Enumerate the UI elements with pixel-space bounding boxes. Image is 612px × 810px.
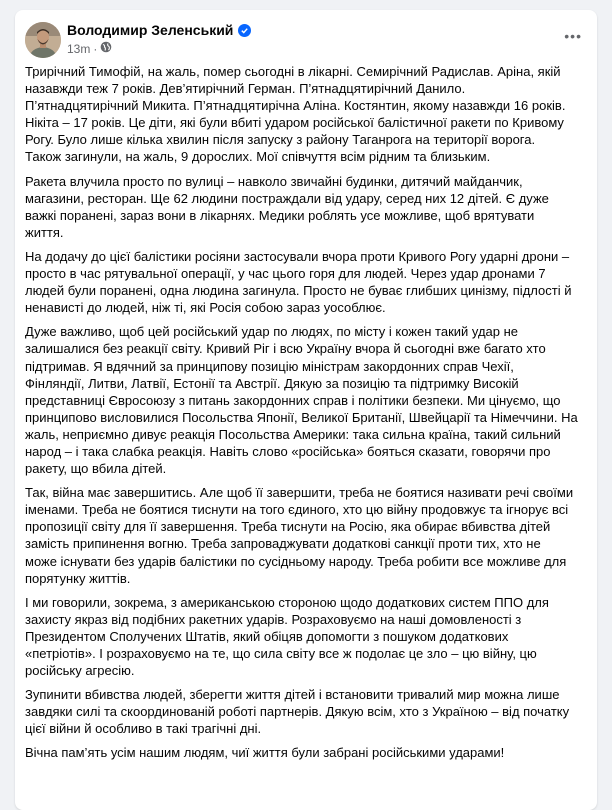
post-meta <box>67 41 112 56</box>
post-paragraph <box>25 686 578 737</box>
post-paragraph <box>25 594 578 679</box>
post-text-line: Нікіта – 17 років. Це діти, які були вбиті ударом російської балістичної ракети по Кривому <box>25 115 564 131</box>
post-text-line: російську агресію. <box>25 663 135 679</box>
author-name[interactable]: Володимир Зеленський <box>67 22 234 38</box>
post-paragraph <box>25 323 578 477</box>
more-options-button[interactable]: ••• <box>564 28 582 44</box>
post-text-line: ракету, що вбила дітей. <box>25 461 167 477</box>
post-text-line: Трирічний Тимофій, на жаль, помер сьогодні в лікарні. Семирічний Радислав. Аріна, якій <box>25 64 561 79</box>
post-text-line: Фінляндії, Литви, Латвії, Естонії та Австрії. Дякую за позицію та підтримку Високій <box>25 375 519 391</box>
post-text-line: На додачу до цієї балістики росіяни застосували вчора проти Кривого Рогу ударні дрони – <box>25 248 570 264</box>
post-text-line: людей були поранені, одна людина загинула. Просто не буває глибших цинізму, підлості й <box>25 283 572 299</box>
post-paragraph <box>25 63 578 166</box>
post-text-line: принципово висловилися Посольства Японії, Великої Британії, Швейцарії та Німеччини. На <box>25 409 578 425</box>
post-text-line: Також загинули, на жаль, 9 дорослих. Мої співчуття всім рідним та близьким. <box>25 149 491 165</box>
post-text-line: Ракета влучила просто по вулиці – навколо звичайні будинки, дитячий майданчик, <box>25 173 523 189</box>
post-text-line: жаль, неприємно дивує реакція Посольства Америки: така сильна країна, такий сильний <box>25 426 561 442</box>
post-text-line: залишалися без реакції світу. Кривий Ріг і всю Україну вчора й сьогодні вже багато хто <box>25 341 546 357</box>
post-text-line: замість припинення вогню. Треба запроваджувати додаткові санкції проти тих, хто не <box>25 536 541 552</box>
post-text-line: життя. <box>25 224 64 240</box>
post-text-line: може існувати без ударів балістики по сусідньому народу. Треба робити все можливе для <box>25 553 567 569</box>
post-paragraph <box>25 248 578 316</box>
post-text-line: пропозиції світу для її завершення. Треба тиснути на Росію, яка обирає вбивства дітей <box>25 519 551 535</box>
post-text-line: підтримав. Я вдячний за принципову позицію міністрам закордонних справ Чехії, <box>25 358 514 374</box>
post-text-line: цієї війни й особливо в такі трагічні дні. <box>25 721 262 737</box>
post-card <box>15 10 597 810</box>
separator-dot: · <box>93 41 98 56</box>
post-text-line: захисту якраз від подібних ракетних ударів. Розраховуємо на наші домовленості з <box>25 611 522 627</box>
verified-badge-icon <box>238 24 251 37</box>
post-text-line: Зупинити вбивства людей, зберегти життя дітей і встановити тривалий мир можна лише <box>25 687 560 703</box>
post-paragraph <box>25 173 578 241</box>
post-text-line: Рогу. Було лише кілька хвилин після запуску з району Таганрога на території ворога. <box>25 132 536 148</box>
post-text-line: «петріотів». І розраховуємо на те, що сила світу все ж подолає це зло – цю війну, цю <box>25 646 537 661</box>
author-name-row <box>67 22 251 39</box>
post-text-line: Дуже важливо, щоб цей російський удар по людях, по місту і кожен такий удар не <box>25 324 519 340</box>
post-text-line: народ – і така слабка реакція. Навіть слово «російська» бояться сказати, говорячи про <box>25 443 551 459</box>
post-time[interactable]: 13m <box>67 41 91 56</box>
post-text-line: представниці Євросоюзу з питань закордонних справ і політики безпеки. Ми цінуємо, що <box>25 392 561 408</box>
post-text-line: назавжди теж 7 років. Дев’ятирічний Герман. П’ятнадцятирічний Данило. <box>25 81 466 97</box>
post-text-line: І ми говорили, зокрема, з американською стороною щодо додаткових систем ППО для <box>25 594 549 610</box>
post-text-line: іменами. Треба не боятися тиснути на того єдиного, хто цю війну продовжує та ігнорує всі <box>25 502 569 518</box>
post-text-line: ненависті до людей, ніж ті, які Росія собою зараз уособлює. <box>25 300 386 316</box>
post-text-line: просто в час рятувальної операції, у час цього горя для людей. Через удар дронами 7 <box>25 266 546 282</box>
post-text-line: Вічна пам’ять усім нашим людям, чиї життя були забрані російськими ударами! <box>25 745 505 761</box>
post-paragraph <box>25 484 578 587</box>
post-text-line: Президентом Сполучених Штатів, який обіцяв допомогти з пошуком додаткових <box>25 628 509 644</box>
post-text-line: порятунку життів. <box>25 570 131 586</box>
globe-icon[interactable] <box>100 41 112 56</box>
post-text-line: Так, війна має завершитись. Але щоб її завершити, треба не боятися називати речі своїми <box>25 485 574 501</box>
post-text <box>25 63 578 769</box>
post-text-line: П’ятнадцятирічний Микита. П’ятнадцятирічна Аліна. Костянтин, якому назавжди 16 років. <box>25 98 566 114</box>
post-paragraph <box>25 744 578 761</box>
post-text-line: магазини, ресторан. Ще 62 людини постраждали від удару, серед них 12 дітей. Є дуже <box>25 190 549 206</box>
author-avatar[interactable] <box>25 22 61 58</box>
post-text-line: завдяки силі та скоординованій роботі партнерів. Дякую всім, хто з Україною – від початку <box>25 704 570 720</box>
post-text-line: важкі поранені, зараз вони в лікарнях. Медики роблять усе можливе, щоб врятувати <box>25 207 535 223</box>
